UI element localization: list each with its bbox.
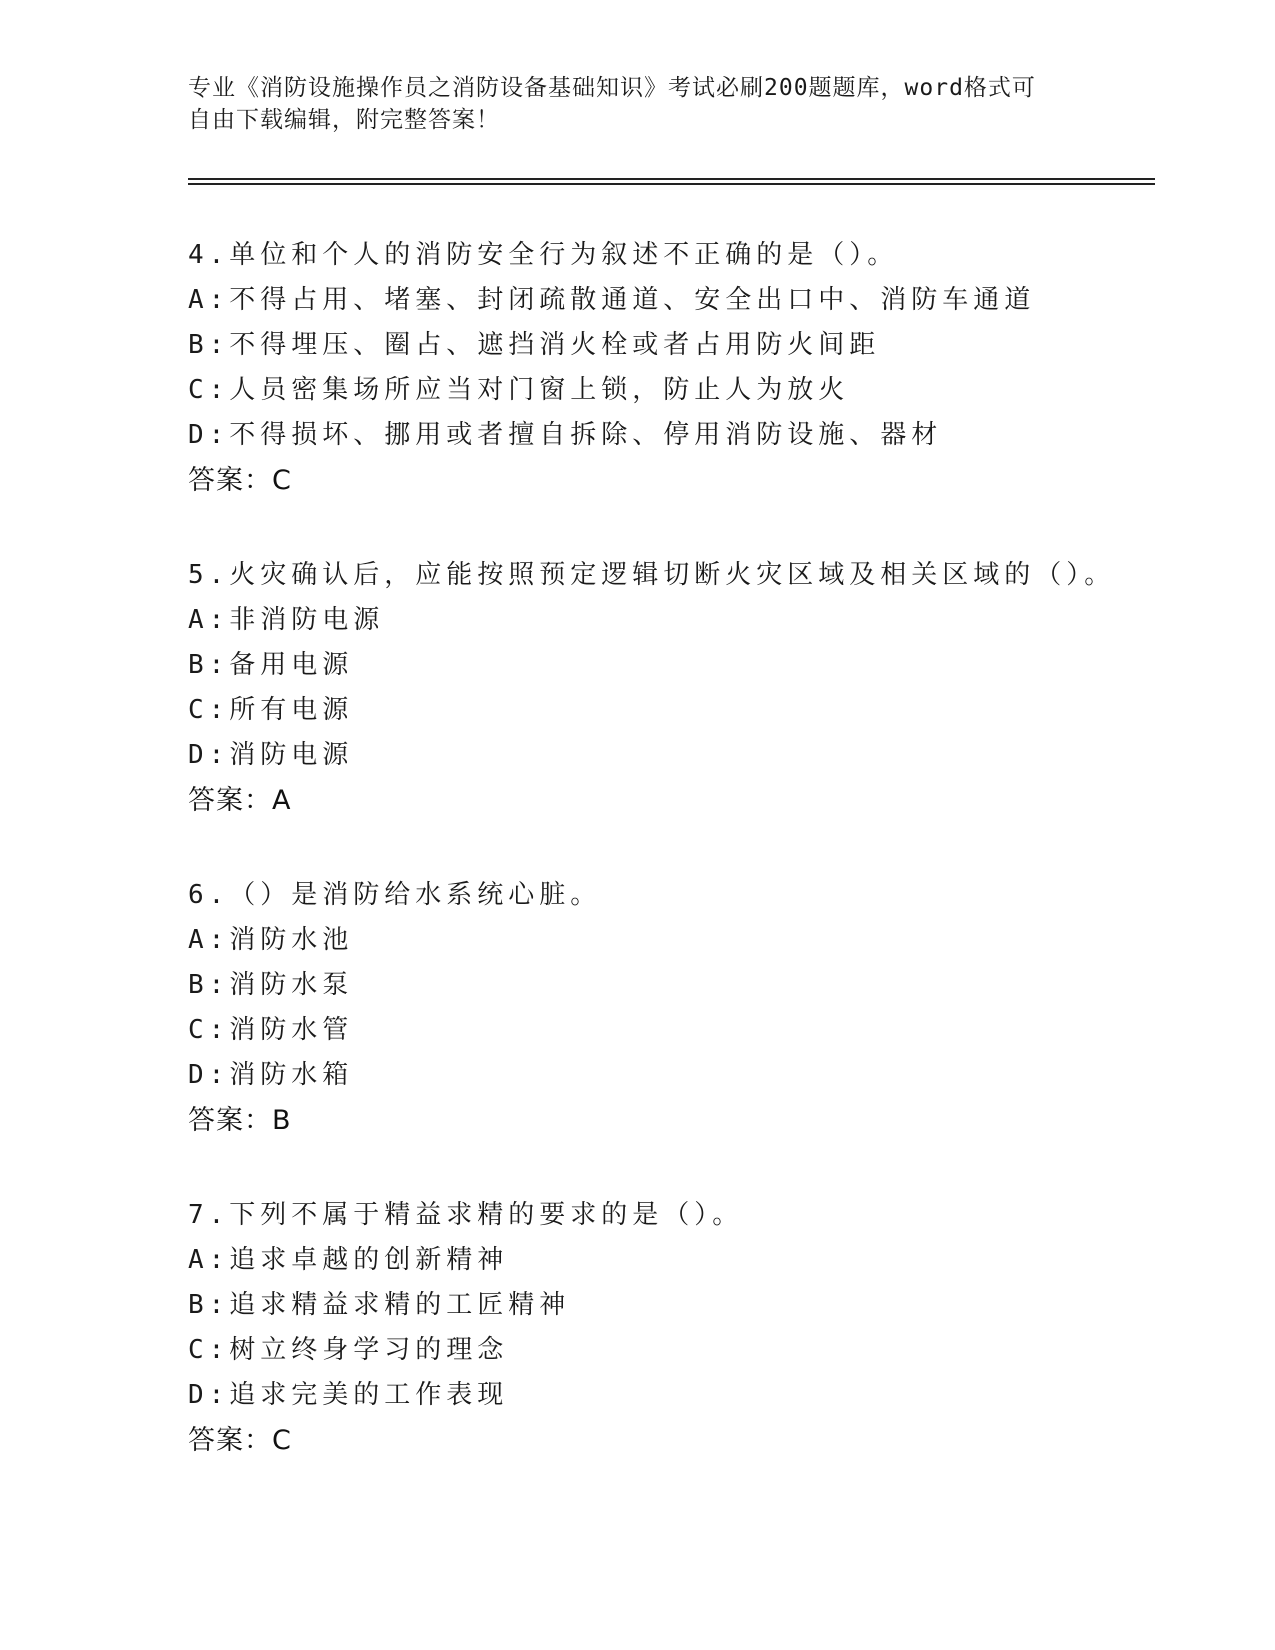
- question-stem: 7.下列不属于精益求精的要求的是（）。: [188, 1200, 744, 1230]
- header-line-2: 自由下载编辑，附完整答案！: [188, 107, 500, 133]
- option-c: C:消防水管: [188, 1015, 354, 1045]
- answer-line: 答案：C: [188, 1425, 292, 1456]
- option-d: D:不得损坏、挪用或者擅自拆除、停用消防设施、器材: [188, 420, 943, 450]
- question-block: [188, 873, 1148, 1143]
- option-a: A:不得占用、堵塞、封闭疏散通道、安全出口中、消防车通道: [188, 285, 1036, 315]
- option-a: A:消防水池: [188, 925, 354, 955]
- option-b: B:消防水泵: [188, 970, 354, 1000]
- option-d: D:消防电源: [188, 740, 354, 770]
- answer-line: 答案：B: [188, 1105, 292, 1136]
- question-block: [188, 553, 1148, 823]
- option-d: D:消防水箱: [188, 1060, 354, 1090]
- option-b: B:追求精益求精的工匠精神: [188, 1290, 571, 1320]
- document-header: [188, 72, 1088, 136]
- header-line-1: 专业《消防设施操作员之消防设备基础知识》考试必刷200题题库，word格式可: [188, 75, 1036, 101]
- answer-line: 答案：C: [188, 465, 292, 496]
- option-b: B:不得埋压、圈占、遮挡消火栓或者占用防火间距: [188, 330, 881, 360]
- option-c: C:人员密集场所应当对门窗上锁，防止人为放火: [188, 375, 850, 405]
- question-block: [188, 1193, 1148, 1463]
- question-stem: 5.火灾确认后，应能按照预定逻辑切断火灾区域及相关区域的（）。: [188, 560, 1116, 590]
- header-divider-bottom: [188, 183, 1155, 185]
- option-c: C:所有电源: [188, 695, 354, 725]
- question-block: [188, 233, 1148, 503]
- option-b: B:备用电源: [188, 650, 354, 680]
- option-c: C:树立终身学习的理念: [188, 1335, 509, 1365]
- header-divider-top: [188, 178, 1155, 180]
- option-d: D:追求完美的工作表现: [188, 1380, 509, 1410]
- answer-line: 答案：A: [188, 785, 292, 816]
- question-stem: 6.（）是消防给水系统心脏。: [188, 880, 602, 910]
- question-stem: 4.单位和个人的消防安全行为叙述不正确的是（）。: [188, 240, 899, 270]
- option-a: A:追求卓越的创新精神: [188, 1245, 509, 1275]
- option-a: A:非消防电源: [188, 605, 385, 635]
